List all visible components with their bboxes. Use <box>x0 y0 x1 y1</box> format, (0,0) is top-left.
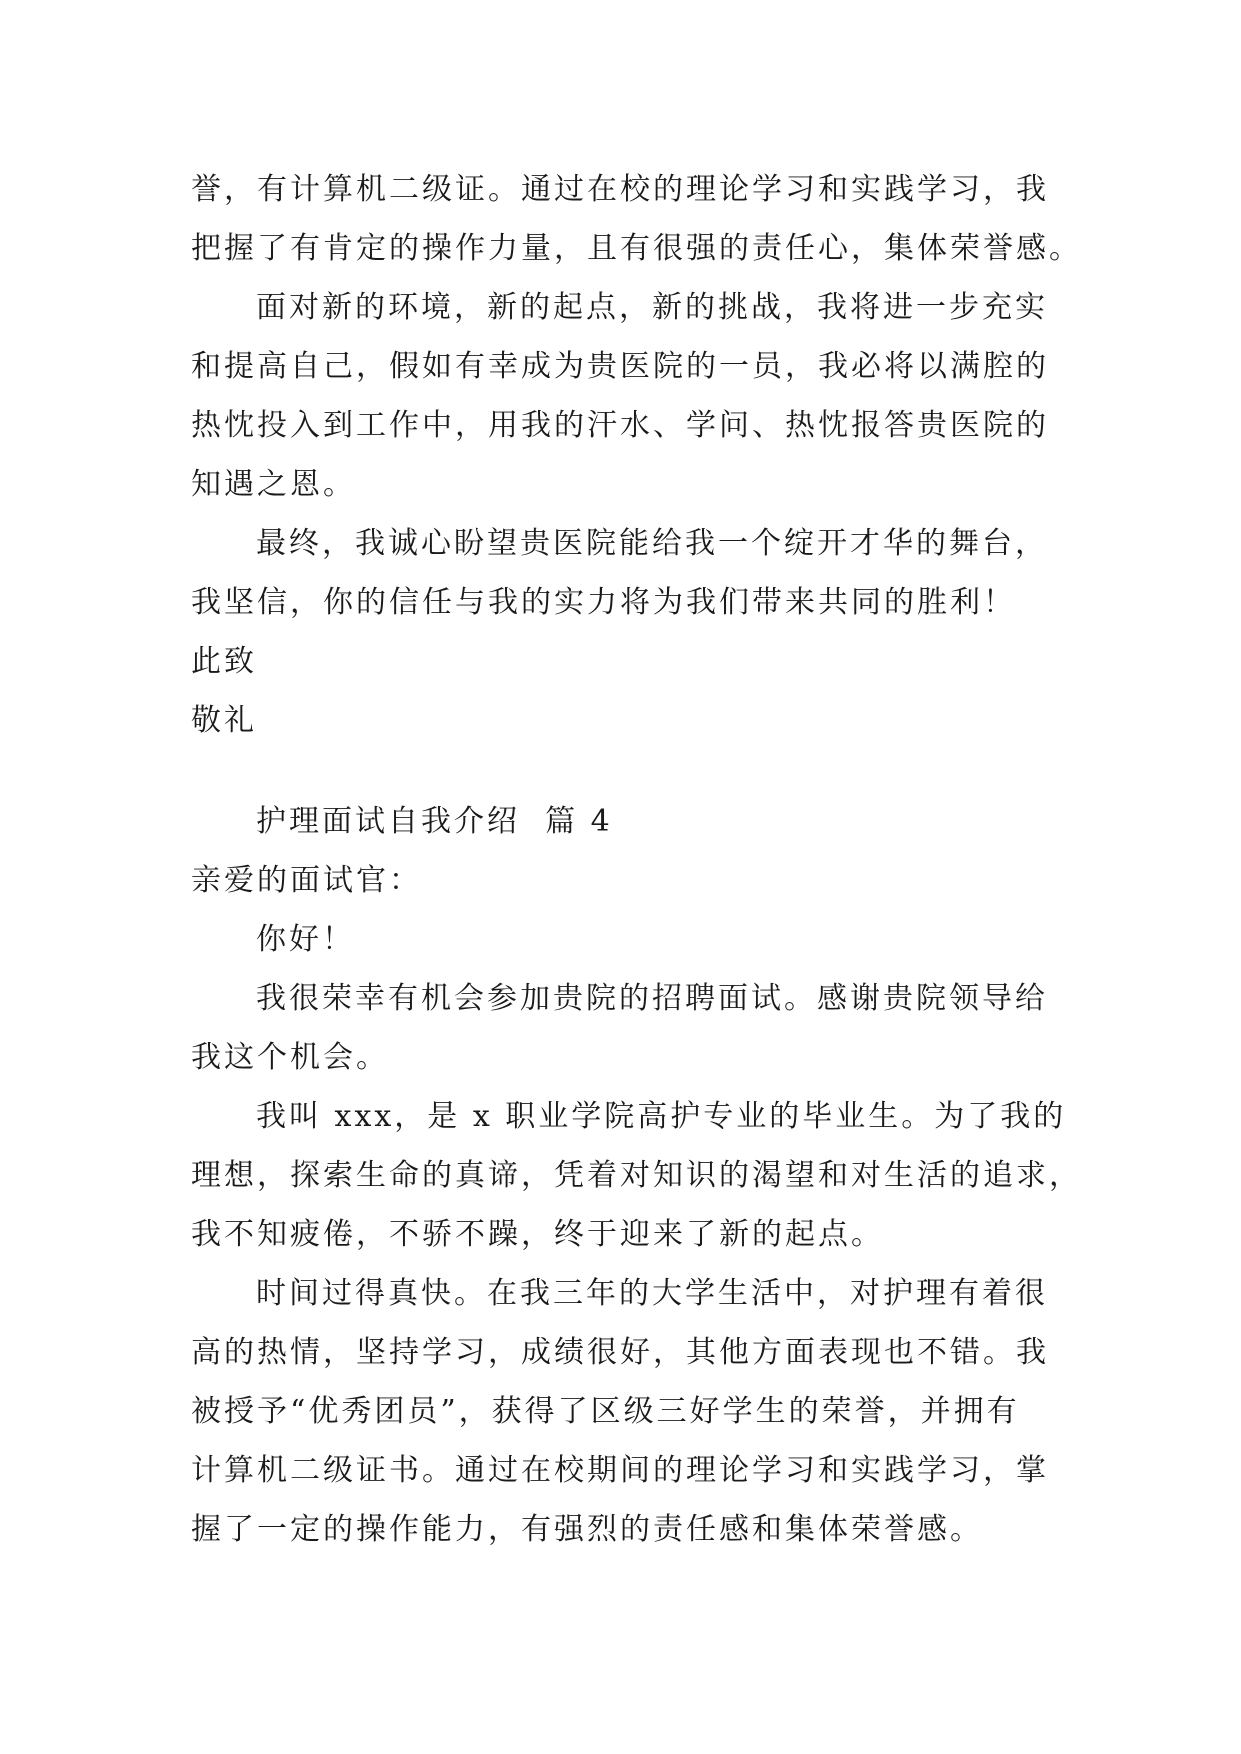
salutation: 亲爱的面试官： <box>191 863 422 898</box>
paragraph-line: 面对新的环境，新的起点，新的挑战，我将进一步充实 <box>256 290 1048 325</box>
text-line: 把握了有肯定的操作力量，且有很强的责任心，集体荣誉感。 <box>191 231 1082 266</box>
closing-line: 敬礼 <box>191 703 257 738</box>
closing-line: 此致 <box>191 644 257 679</box>
paragraph-line: 最终，我诚心盼望贵医院能给我一个绽开才华的舞台， <box>256 526 1048 561</box>
paragraph-line: 计算机二级证书。通过在校期间的理论学习和实践学习，掌 <box>191 1453 1049 1488</box>
greeting: 你好！ <box>256 922 355 957</box>
paragraph-line: 被授予“优秀团员”，获得了区级三好学生的荣誉，并拥有 <box>191 1394 1020 1429</box>
paragraph-line: 热忱投入到工作中，用我的汗水、学问、热忱报答贵医院的 <box>191 408 1049 443</box>
paragraph-line: 高的热情，坚持学习，成绩很好，其他方面表现也不错。我 <box>191 1335 1049 1370</box>
paragraph-line: 我坚信，你的信任与我的实力将为我们带来共同的胜利！ <box>191 585 1016 620</box>
paragraph-line: 时间过得真快。在我三年的大学生活中，对护理有着很 <box>256 1276 1048 1311</box>
paragraph-line: 我很荣幸有机会参加贵院的招聘面试。感谢贵院领导给 <box>256 981 1048 1016</box>
document-body <box>191 160 1082 1559</box>
section-spacer <box>191 750 1061 792</box>
paragraph-line: 理想，探索生命的真谛，凭着对知识的渴望和对生活的追求， <box>191 1158 1082 1193</box>
paragraph-line: 我这个机会。 <box>191 1040 389 1075</box>
paragraph-line: 知遇之恩。 <box>191 467 356 502</box>
paragraph-line: 和提高自己，假如有幸成为贵医院的一员，我必将以满腔的 <box>191 349 1049 384</box>
paragraph-line: 我叫 xxx，是 x 职业学院高护专业的毕业生。为了我的 <box>256 1099 1067 1134</box>
section-heading: 护理面试自我介绍 篇 4 <box>256 804 613 839</box>
text-line: 誉，有计算机二级证。通过在校的理论学习和实践学习，我 <box>191 172 1049 207</box>
paragraph-line: 握了一定的操作能力，有强烈的责任感和集体荣誉感。 <box>191 1512 983 1547</box>
paragraph-line: 我不知疲倦，不骄不躁，终于迎来了新的起点。 <box>191 1217 884 1252</box>
